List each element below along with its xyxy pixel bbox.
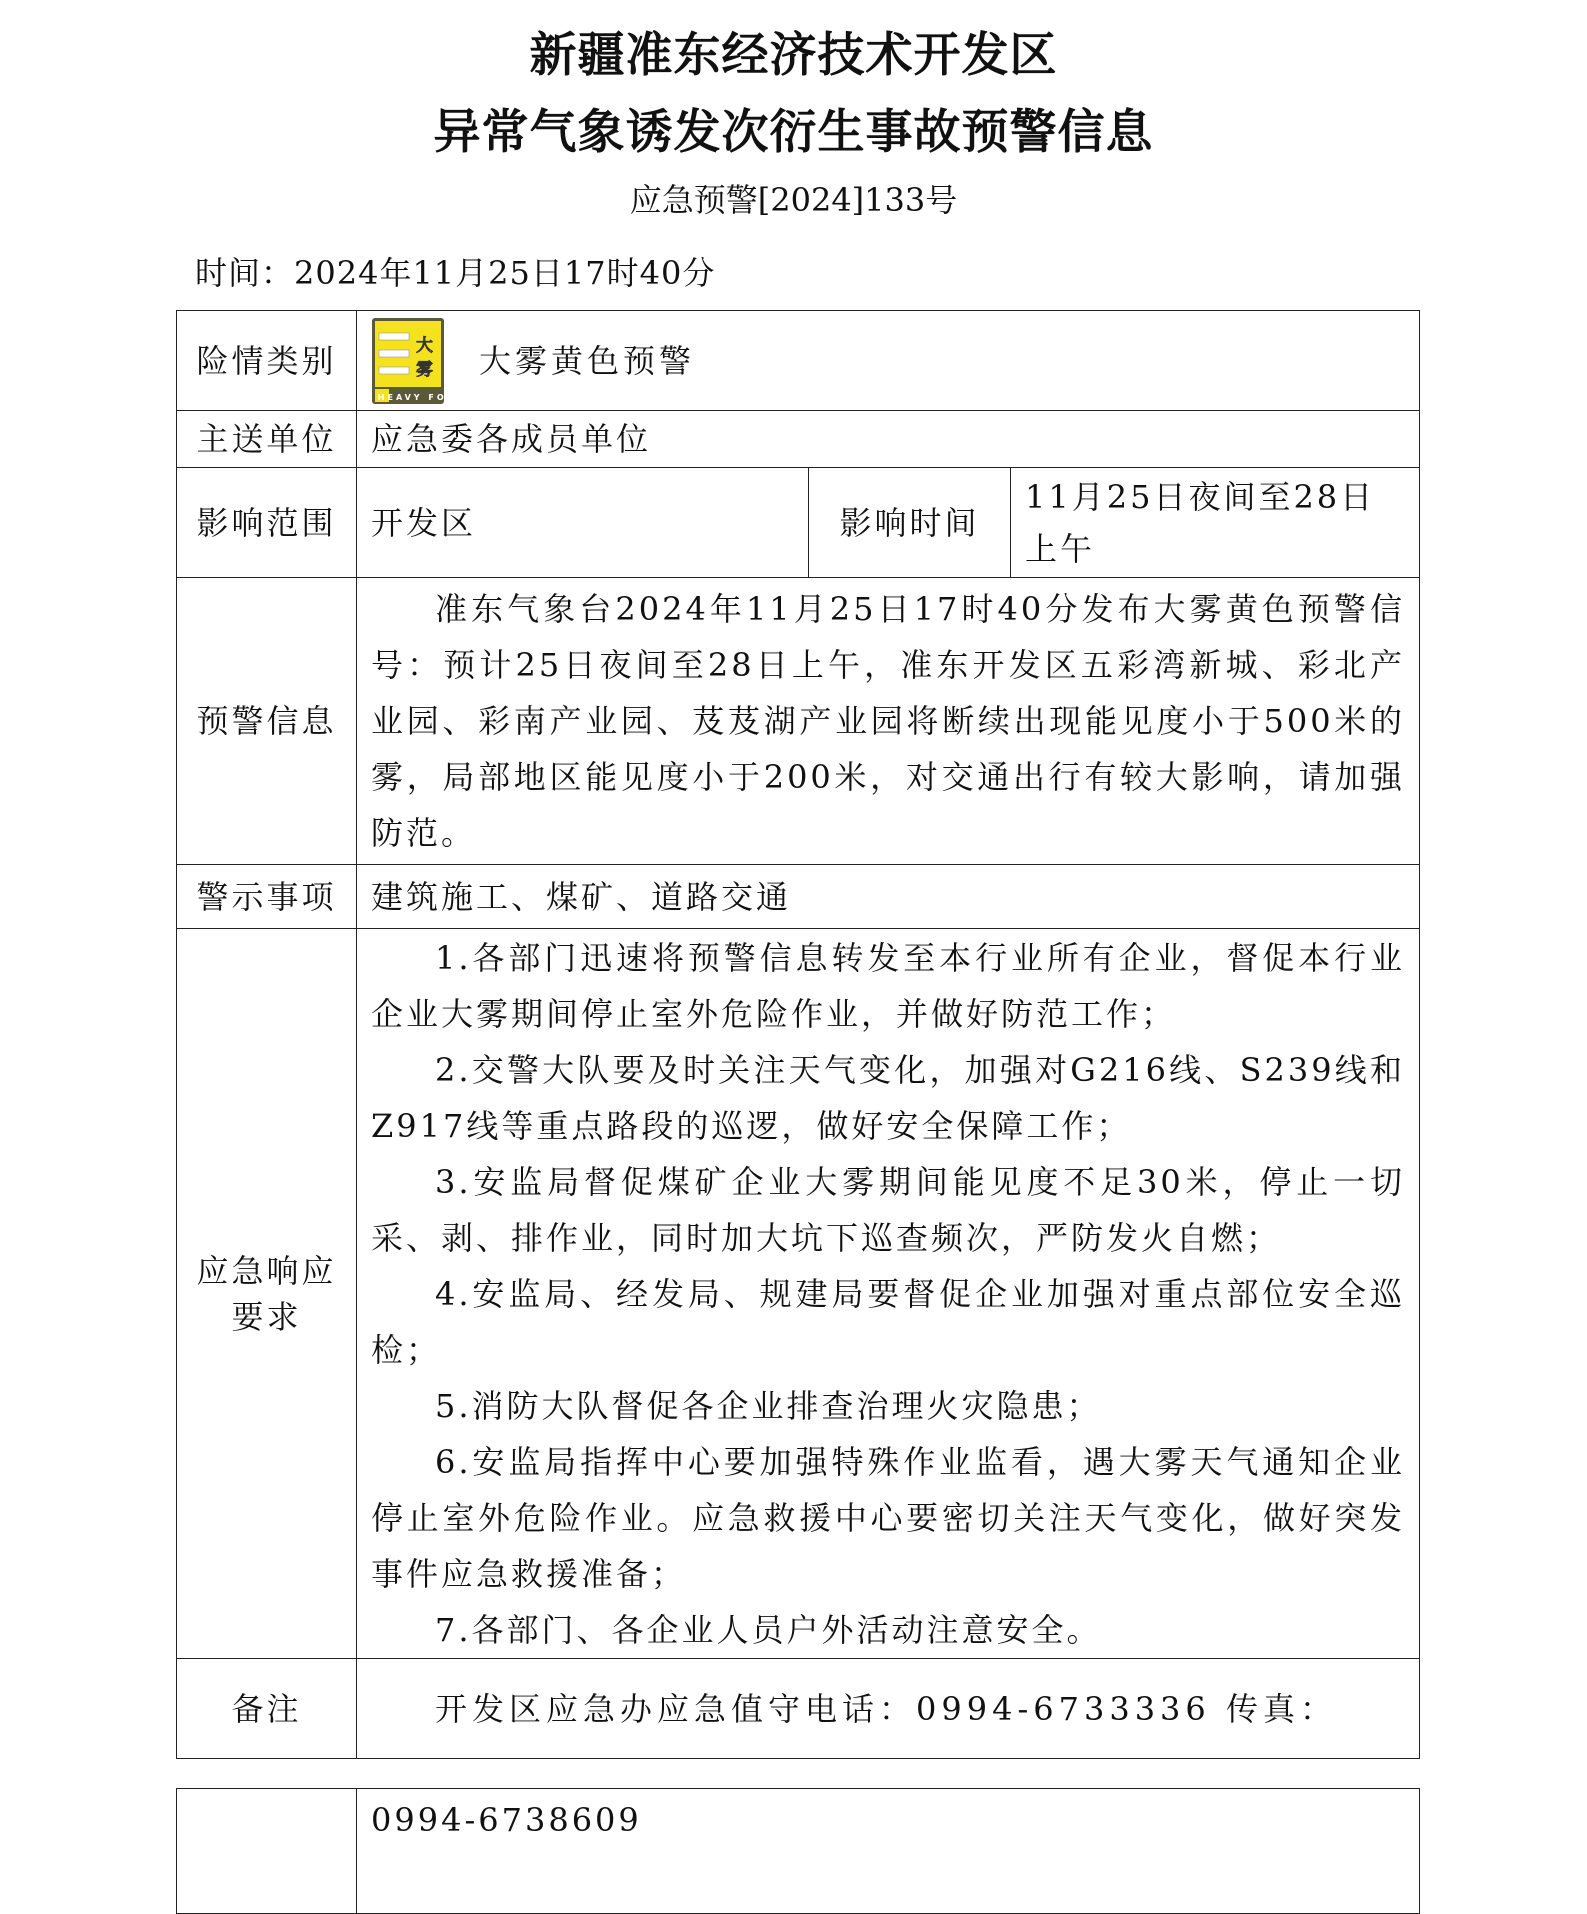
value-alert-items: 建筑施工、煤矿、道路交通 — [357, 865, 1420, 929]
danger-type-text: 大雾黄色预警 — [479, 341, 696, 380]
value-danger-type — [357, 311, 1420, 411]
title-line-1: 新疆准东经济技术开发区 — [529, 28, 1058, 83]
heavy-fog-yellow-warning-icon — [371, 317, 457, 405]
response-item: 7.各部门、各企业人员户外活动注意安全。 — [435, 1610, 1102, 1649]
response-item: 4.安监局、经发局、规建局要督促企业加强对重点部位安全巡检； — [371, 1274, 1405, 1369]
label-impact-time: 影响时间 — [809, 468, 1011, 578]
remarks-text: 开发区应急办应急值守电话：0994-6733336 传真： — [435, 1689, 1337, 1728]
row-alert-items — [177, 865, 1420, 929]
warning-table — [176, 310, 1420, 1759]
row-scope — [177, 468, 1420, 578]
label-response-line-1: 应急响应 — [196, 1251, 337, 1290]
value-impact-time: 11月25日夜间至28日上午 — [1011, 468, 1420, 578]
label-danger-type: 险情类别 — [177, 311, 357, 411]
row-recipients — [177, 411, 1420, 468]
label-response-line-2: 要求 — [231, 1297, 302, 1336]
row-warning-info — [177, 578, 1420, 865]
row-remarks — [177, 1659, 1420, 1759]
value-scope: 开发区 — [357, 468, 809, 578]
value-recipients: 应急委各成员单位 — [357, 411, 1420, 468]
remarks-continuation: 0994-6738609 — [357, 1789, 1420, 1914]
document-number: 应急预警[2024]133号 — [629, 181, 958, 219]
row-danger-type — [177, 311, 1420, 411]
icon-text-cn-1: 大 — [416, 335, 436, 356]
value-warning-info — [357, 578, 1420, 865]
row-response — [177, 929, 1420, 1659]
value-response — [357, 929, 1420, 1659]
response-item: 5.消防大队督促各企业排查治理火灾隐患； — [435, 1386, 1102, 1425]
continuation-label-cell — [177, 1789, 357, 1914]
warning-info-text: 准东气象台2024年11月25日17时40分发布大雾黄色预警信号：预计25日夜间至28日上午，准东开发区五彩湾新城、彩北产业园、彩南产业园、芨芨湖产业园将断续出现能见度小于500米的雾，局部地区能见度小于200米，对交通出行有较大影响，请加强防范。 — [371, 590, 1405, 852]
response-item: 1.各部门迅速将预警信息转发至本行业所有企业，督促本行业企业大雾期间停止室外危险作业，并做好防范工作； — [371, 938, 1405, 1033]
response-item: 2.交警大队要及时关注天气变化，加强对G216线、S239线和Z917线等重点路段的巡逻，做好安全保障工作； — [371, 1050, 1405, 1145]
icon-text-en: HEAVY FOG — [377, 392, 457, 402]
row-remarks-continued — [177, 1789, 1420, 1914]
value-remarks — [357, 1659, 1420, 1759]
label-response — [177, 929, 357, 1659]
label-alert-items: 警示事项 — [177, 865, 357, 929]
icon-text-cn-2: 雾 — [416, 359, 436, 380]
response-item: 6.安监局指挥中心要加强特殊作业监看，遇大雾天气通知企业停止室外危险作业。应急救援中心要密切关注天气变化，做好突发事件应急救援准备； — [371, 1442, 1405, 1593]
label-warning-info: 预警信息 — [177, 578, 357, 865]
label-remarks: 备注 — [177, 1659, 357, 1759]
title-line-2: 异常气象诱发次衍生事故预警信息 — [433, 105, 1154, 160]
response-item: 3.安监局督促煤矿企业大雾期间能见度不足30米，停止一切采、剥、排作业，同时加大坑下巡查频次，严防发火自燃； — [371, 1162, 1405, 1257]
label-scope: 影响范围 — [177, 468, 357, 578]
issue-time: 时间：2024年11月25日17时40分 — [195, 254, 716, 292]
continuation-table — [176, 1788, 1420, 1914]
label-recipients: 主送单位 — [177, 411, 357, 468]
